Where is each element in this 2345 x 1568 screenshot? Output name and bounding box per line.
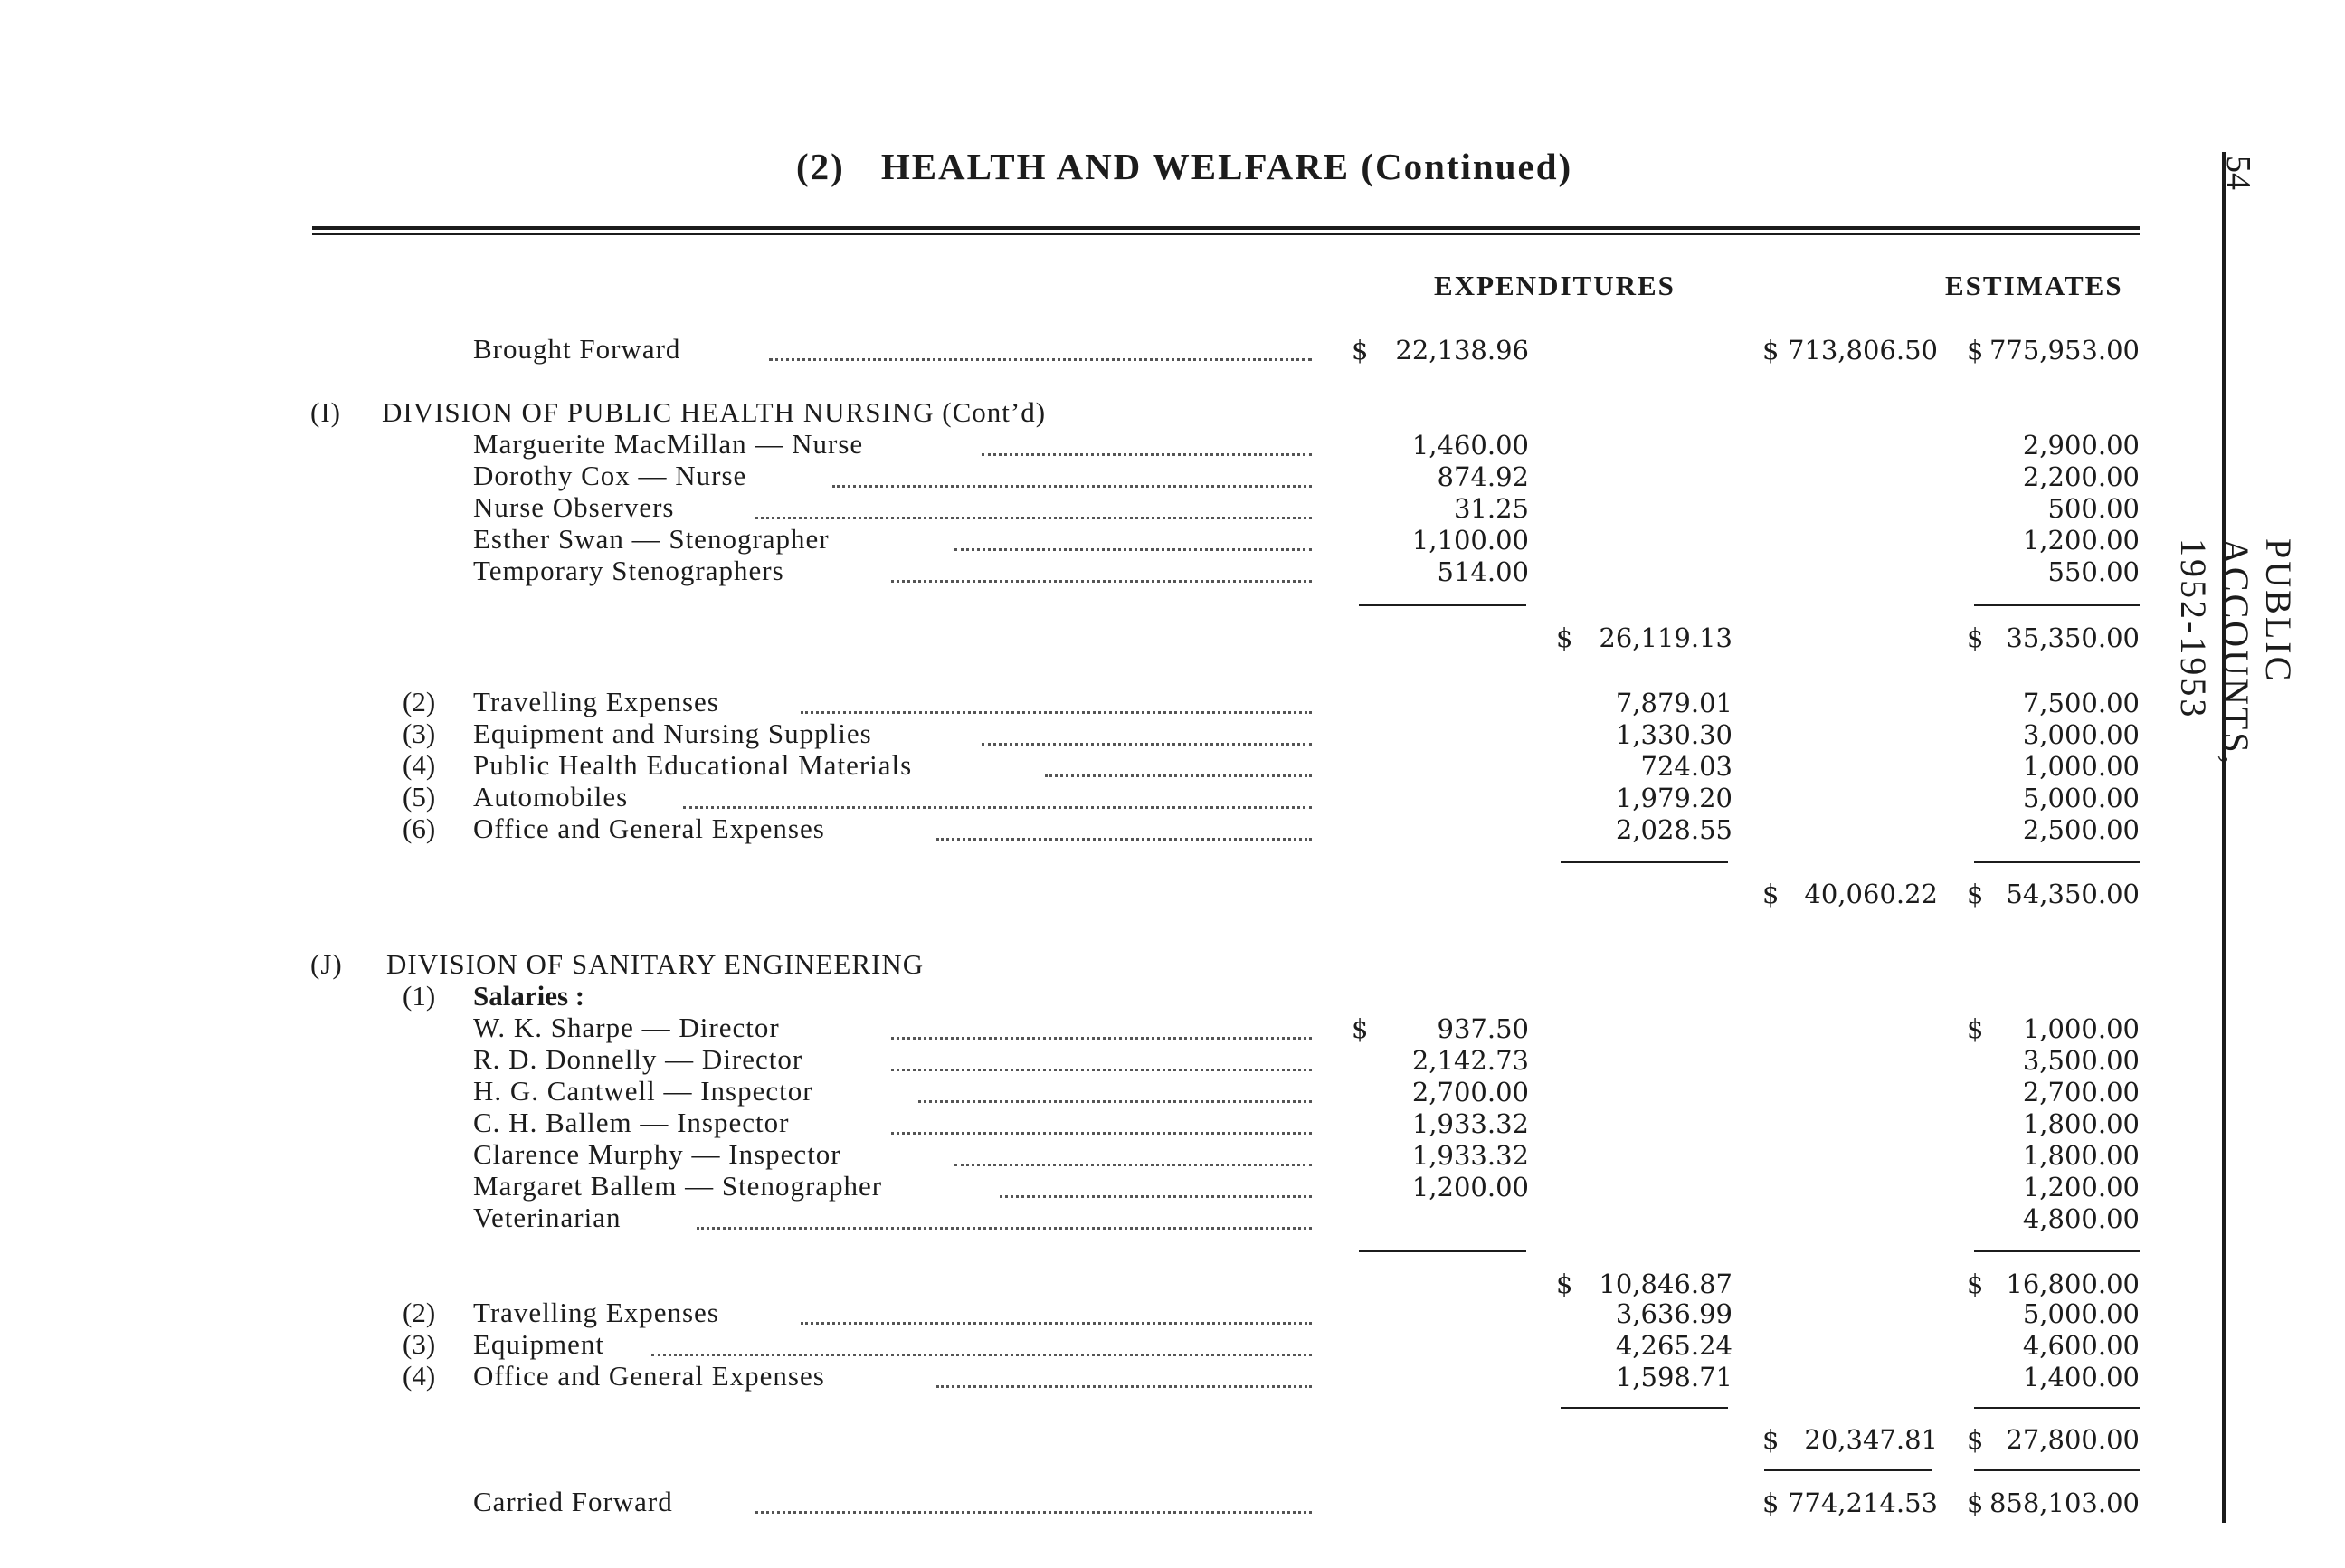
dollar-sign: $ bbox=[1762, 1424, 1780, 1455]
dollar-sign: $ bbox=[1967, 335, 1984, 366]
leader-dots bbox=[891, 1069, 1312, 1071]
salary-label: Dorothy Cox — Nurse bbox=[473, 460, 747, 491]
salaries-subtotal-expenditure: 26,119.13 bbox=[1599, 622, 1733, 653]
item-expenditure: 1,598.71 bbox=[1615, 1362, 1733, 1392]
leader-dots bbox=[954, 1164, 1312, 1166]
salary-label: H. G. Cantwell — Inspector bbox=[473, 1075, 813, 1107]
subtotal-rule bbox=[1561, 861, 1728, 863]
salary-expenditure: 1,933.32 bbox=[1411, 1140, 1529, 1171]
leader-dots bbox=[651, 1354, 1312, 1356]
subtotal-rule bbox=[1359, 604, 1526, 606]
salary-estimate: 1,200.00 bbox=[2022, 1172, 2140, 1202]
item-label: Equipment bbox=[473, 1328, 605, 1360]
item-number: (3) bbox=[403, 1328, 436, 1360]
item-number: (2) bbox=[403, 1297, 436, 1328]
page-title bbox=[796, 145, 1572, 188]
item-number: (3) bbox=[403, 717, 436, 749]
dollar-sign: $ bbox=[1556, 1269, 1573, 1299]
salary-label: Temporary Stenographers bbox=[473, 555, 784, 586]
item-expenditure: 724.03 bbox=[1640, 751, 1733, 782]
dollar-sign: $ bbox=[1556, 622, 1573, 653]
brought-forward-label: Brought Forward bbox=[473, 333, 681, 365]
leader-dots bbox=[697, 1227, 1312, 1230]
salary-label: C. H. Ballem — Inspector bbox=[473, 1107, 790, 1138]
salary-estimate: 2,900.00 bbox=[2022, 430, 2140, 461]
title-text: HEALTH AND WELFARE (Continued) bbox=[880, 146, 1573, 187]
salary-label: Margaret Ballem — Stenographer bbox=[473, 1170, 883, 1202]
salaries-subtotal-expenditure: 10,846.87 bbox=[1599, 1269, 1733, 1299]
subtotal-rule bbox=[1974, 861, 2140, 863]
leader-dots bbox=[1000, 1195, 1312, 1198]
dollar-sign: $ bbox=[1967, 1487, 1984, 1518]
leader-dots bbox=[891, 1132, 1312, 1135]
salary-expenditure: 1,460.00 bbox=[1411, 430, 1529, 461]
dollar-sign: $ bbox=[1762, 335, 1780, 366]
item-number: (4) bbox=[403, 1360, 436, 1392]
item-expenditure: 2,028.55 bbox=[1615, 814, 1733, 845]
brought-forward-estimate: 775,953.00 bbox=[1989, 335, 2140, 366]
salary-expenditure: 514.00 bbox=[1437, 556, 1529, 587]
item-expenditure: 4,265.24 bbox=[1615, 1330, 1733, 1361]
salary-estimate: 2,200.00 bbox=[2022, 461, 2140, 492]
dollar-sign: $ bbox=[1967, 1269, 1984, 1299]
carried-forward-label: Carried Forward bbox=[473, 1486, 673, 1517]
item-estimate: 4,600.00 bbox=[2022, 1330, 2140, 1361]
salary-label: Esther Swan — Stenographer bbox=[473, 523, 830, 555]
salary-estimate: 1,800.00 bbox=[2022, 1140, 2140, 1171]
salary-estimate: 4,800.00 bbox=[2022, 1203, 2140, 1234]
brought-forward-expenditure: 22,138.96 bbox=[1395, 335, 1529, 366]
leader-dots bbox=[891, 580, 1312, 583]
dollar-sign: $ bbox=[1762, 1487, 1780, 1518]
item-estimate: 5,000.00 bbox=[2022, 1298, 2140, 1329]
dollar-sign: $ bbox=[1967, 1013, 1984, 1044]
carried-forward-estimate: 858,103.00 bbox=[1989, 1487, 2140, 1518]
item-expenditure: 1,979.20 bbox=[1615, 783, 1733, 813]
item-expenditure: 3,636.99 bbox=[1615, 1298, 1733, 1329]
salary-estimate: 2,700.00 bbox=[2022, 1077, 2140, 1107]
item-number: (4) bbox=[403, 749, 436, 781]
item-number: (2) bbox=[403, 686, 436, 717]
leader-dots bbox=[801, 1322, 1312, 1325]
salary-estimate: 500.00 bbox=[2047, 493, 2140, 524]
item-number: (6) bbox=[403, 813, 436, 844]
dollar-sign: $ bbox=[1967, 622, 1984, 653]
subtotal-rule bbox=[1359, 1250, 1526, 1252]
item-estimate: 2,500.00 bbox=[2022, 814, 2140, 845]
leader-dots bbox=[936, 1385, 1312, 1388]
salary-expenditure: 1,933.32 bbox=[1411, 1108, 1529, 1139]
item-label: Automobiles bbox=[473, 781, 629, 813]
leader-dots bbox=[918, 1100, 1312, 1103]
total-rule bbox=[1764, 1469, 1932, 1471]
salary-label: Clarence Murphy — Inspector bbox=[473, 1138, 841, 1170]
item-label: Office and General Expenses bbox=[473, 1360, 825, 1392]
leader-dots bbox=[755, 517, 1312, 519]
leader-dots bbox=[683, 806, 1312, 809]
subsection-number: (1) bbox=[403, 980, 436, 1012]
salary-expenditure: 874.92 bbox=[1437, 461, 1529, 492]
leader-dots bbox=[801, 711, 1312, 714]
salary-estimate: 550.00 bbox=[2047, 556, 2140, 587]
salary-label: Marguerite MacMillan — Nurse bbox=[473, 428, 864, 460]
salary-label: R. D. Donnelly — Director bbox=[473, 1043, 803, 1075]
salary-estimate: 1,000.00 bbox=[2022, 1013, 2140, 1044]
item-estimate: 1,000.00 bbox=[2022, 751, 2140, 782]
title-number: (2) bbox=[796, 146, 845, 187]
subtotal-rule bbox=[1974, 1250, 2140, 1252]
salary-expenditure: 2,142.73 bbox=[1411, 1045, 1529, 1076]
leader-dots bbox=[982, 743, 1312, 746]
item-expenditure: 1,330.30 bbox=[1615, 719, 1733, 750]
salaries-subtotal-estimate: 16,800.00 bbox=[2006, 1269, 2140, 1299]
item-label: Travelling Expenses bbox=[473, 1297, 719, 1328]
salary-expenditure: 31.25 bbox=[1453, 493, 1529, 524]
salaries-subtotal-estimate: 35,350.00 bbox=[2006, 622, 2140, 653]
subsection-label: Salaries : bbox=[473, 980, 585, 1012]
leader-dots bbox=[755, 1511, 1312, 1514]
margin-vertical-rule bbox=[2222, 152, 2226, 1523]
header-expenditures: EXPENDITURES bbox=[1434, 270, 1676, 301]
total-rule bbox=[1974, 1469, 2140, 1471]
leader-dots bbox=[832, 485, 1312, 488]
section-i-heading: DIVISION OF PUBLIC HEALTH NURSING (Cont’d) bbox=[382, 396, 1047, 428]
leader-dots bbox=[1045, 774, 1312, 777]
salary-expenditure: 937.50 bbox=[1437, 1013, 1529, 1044]
section-j-total-estimate: 27,800.00 bbox=[2006, 1424, 2140, 1455]
dollar-sign: $ bbox=[1967, 1424, 1984, 1455]
subtotal-rule bbox=[1974, 1407, 2140, 1409]
item-estimate: 7,500.00 bbox=[2022, 688, 2140, 718]
dollar-sign: $ bbox=[1762, 879, 1780, 909]
carried-forward-expenditure: 774,214.53 bbox=[1787, 1487, 1938, 1518]
leader-dots bbox=[982, 453, 1312, 456]
dollar-sign: $ bbox=[1967, 879, 1984, 909]
section-i-total-expenditure: 40,060.22 bbox=[1804, 879, 1938, 909]
item-estimate: 3,000.00 bbox=[2022, 719, 2140, 750]
item-estimate: 5,000.00 bbox=[2022, 783, 2140, 813]
leader-dots bbox=[936, 838, 1312, 841]
subtotal-rule bbox=[1561, 1407, 1728, 1409]
dollar-sign: $ bbox=[1352, 335, 1369, 366]
salary-estimate: 1,800.00 bbox=[2022, 1108, 2140, 1139]
header-rule-top bbox=[312, 226, 2140, 230]
salary-label: W. K. Sharpe — Director bbox=[473, 1012, 780, 1043]
salary-expenditure: 2,700.00 bbox=[1411, 1077, 1529, 1107]
salary-estimate: 3,500.00 bbox=[2022, 1045, 2140, 1076]
item-number: (5) bbox=[403, 781, 436, 813]
salary-expenditure: 1,100.00 bbox=[1411, 525, 1529, 556]
salary-expenditure: 1,200.00 bbox=[1411, 1172, 1529, 1202]
dollar-sign: $ bbox=[1352, 1013, 1369, 1044]
item-label: Public Health Educational Materials bbox=[473, 749, 913, 781]
brought-forward-total: 713,806.50 bbox=[1787, 335, 1938, 366]
item-label: Equipment and Nursing Supplies bbox=[473, 717, 872, 749]
section-j-marker: (J) bbox=[310, 948, 343, 980]
item-expenditure: 7,879.01 bbox=[1615, 688, 1733, 718]
section-i-marker: (I) bbox=[310, 396, 341, 428]
running-side-title: PUBLIC ACCOUNTS, 1952-1953 bbox=[2173, 538, 2299, 767]
leader-dots bbox=[769, 358, 1312, 361]
header-rule-bottom bbox=[312, 233, 2140, 235]
salary-label: Veterinarian bbox=[473, 1202, 622, 1233]
leader-dots bbox=[954, 548, 1312, 551]
item-estimate: 1,400.00 bbox=[2022, 1362, 2140, 1392]
section-j-total-expenditure: 20,347.81 bbox=[1804, 1424, 1938, 1455]
item-label: Travelling Expenses bbox=[473, 686, 719, 717]
section-i-total-estimate: 54,350.00 bbox=[2006, 879, 2140, 909]
section-j-heading: DIVISION OF SANITARY ENGINEERING bbox=[386, 948, 925, 980]
item-label: Office and General Expenses bbox=[473, 813, 825, 844]
page-number: 54 bbox=[2219, 156, 2257, 190]
leader-dots bbox=[891, 1037, 1312, 1040]
header-estimates: ESTIMATES bbox=[1945, 270, 2123, 301]
salary-estimate: 1,200.00 bbox=[2022, 525, 2140, 556]
salary-label: Nurse Observers bbox=[473, 491, 675, 523]
subtotal-rule bbox=[1974, 604, 2140, 606]
